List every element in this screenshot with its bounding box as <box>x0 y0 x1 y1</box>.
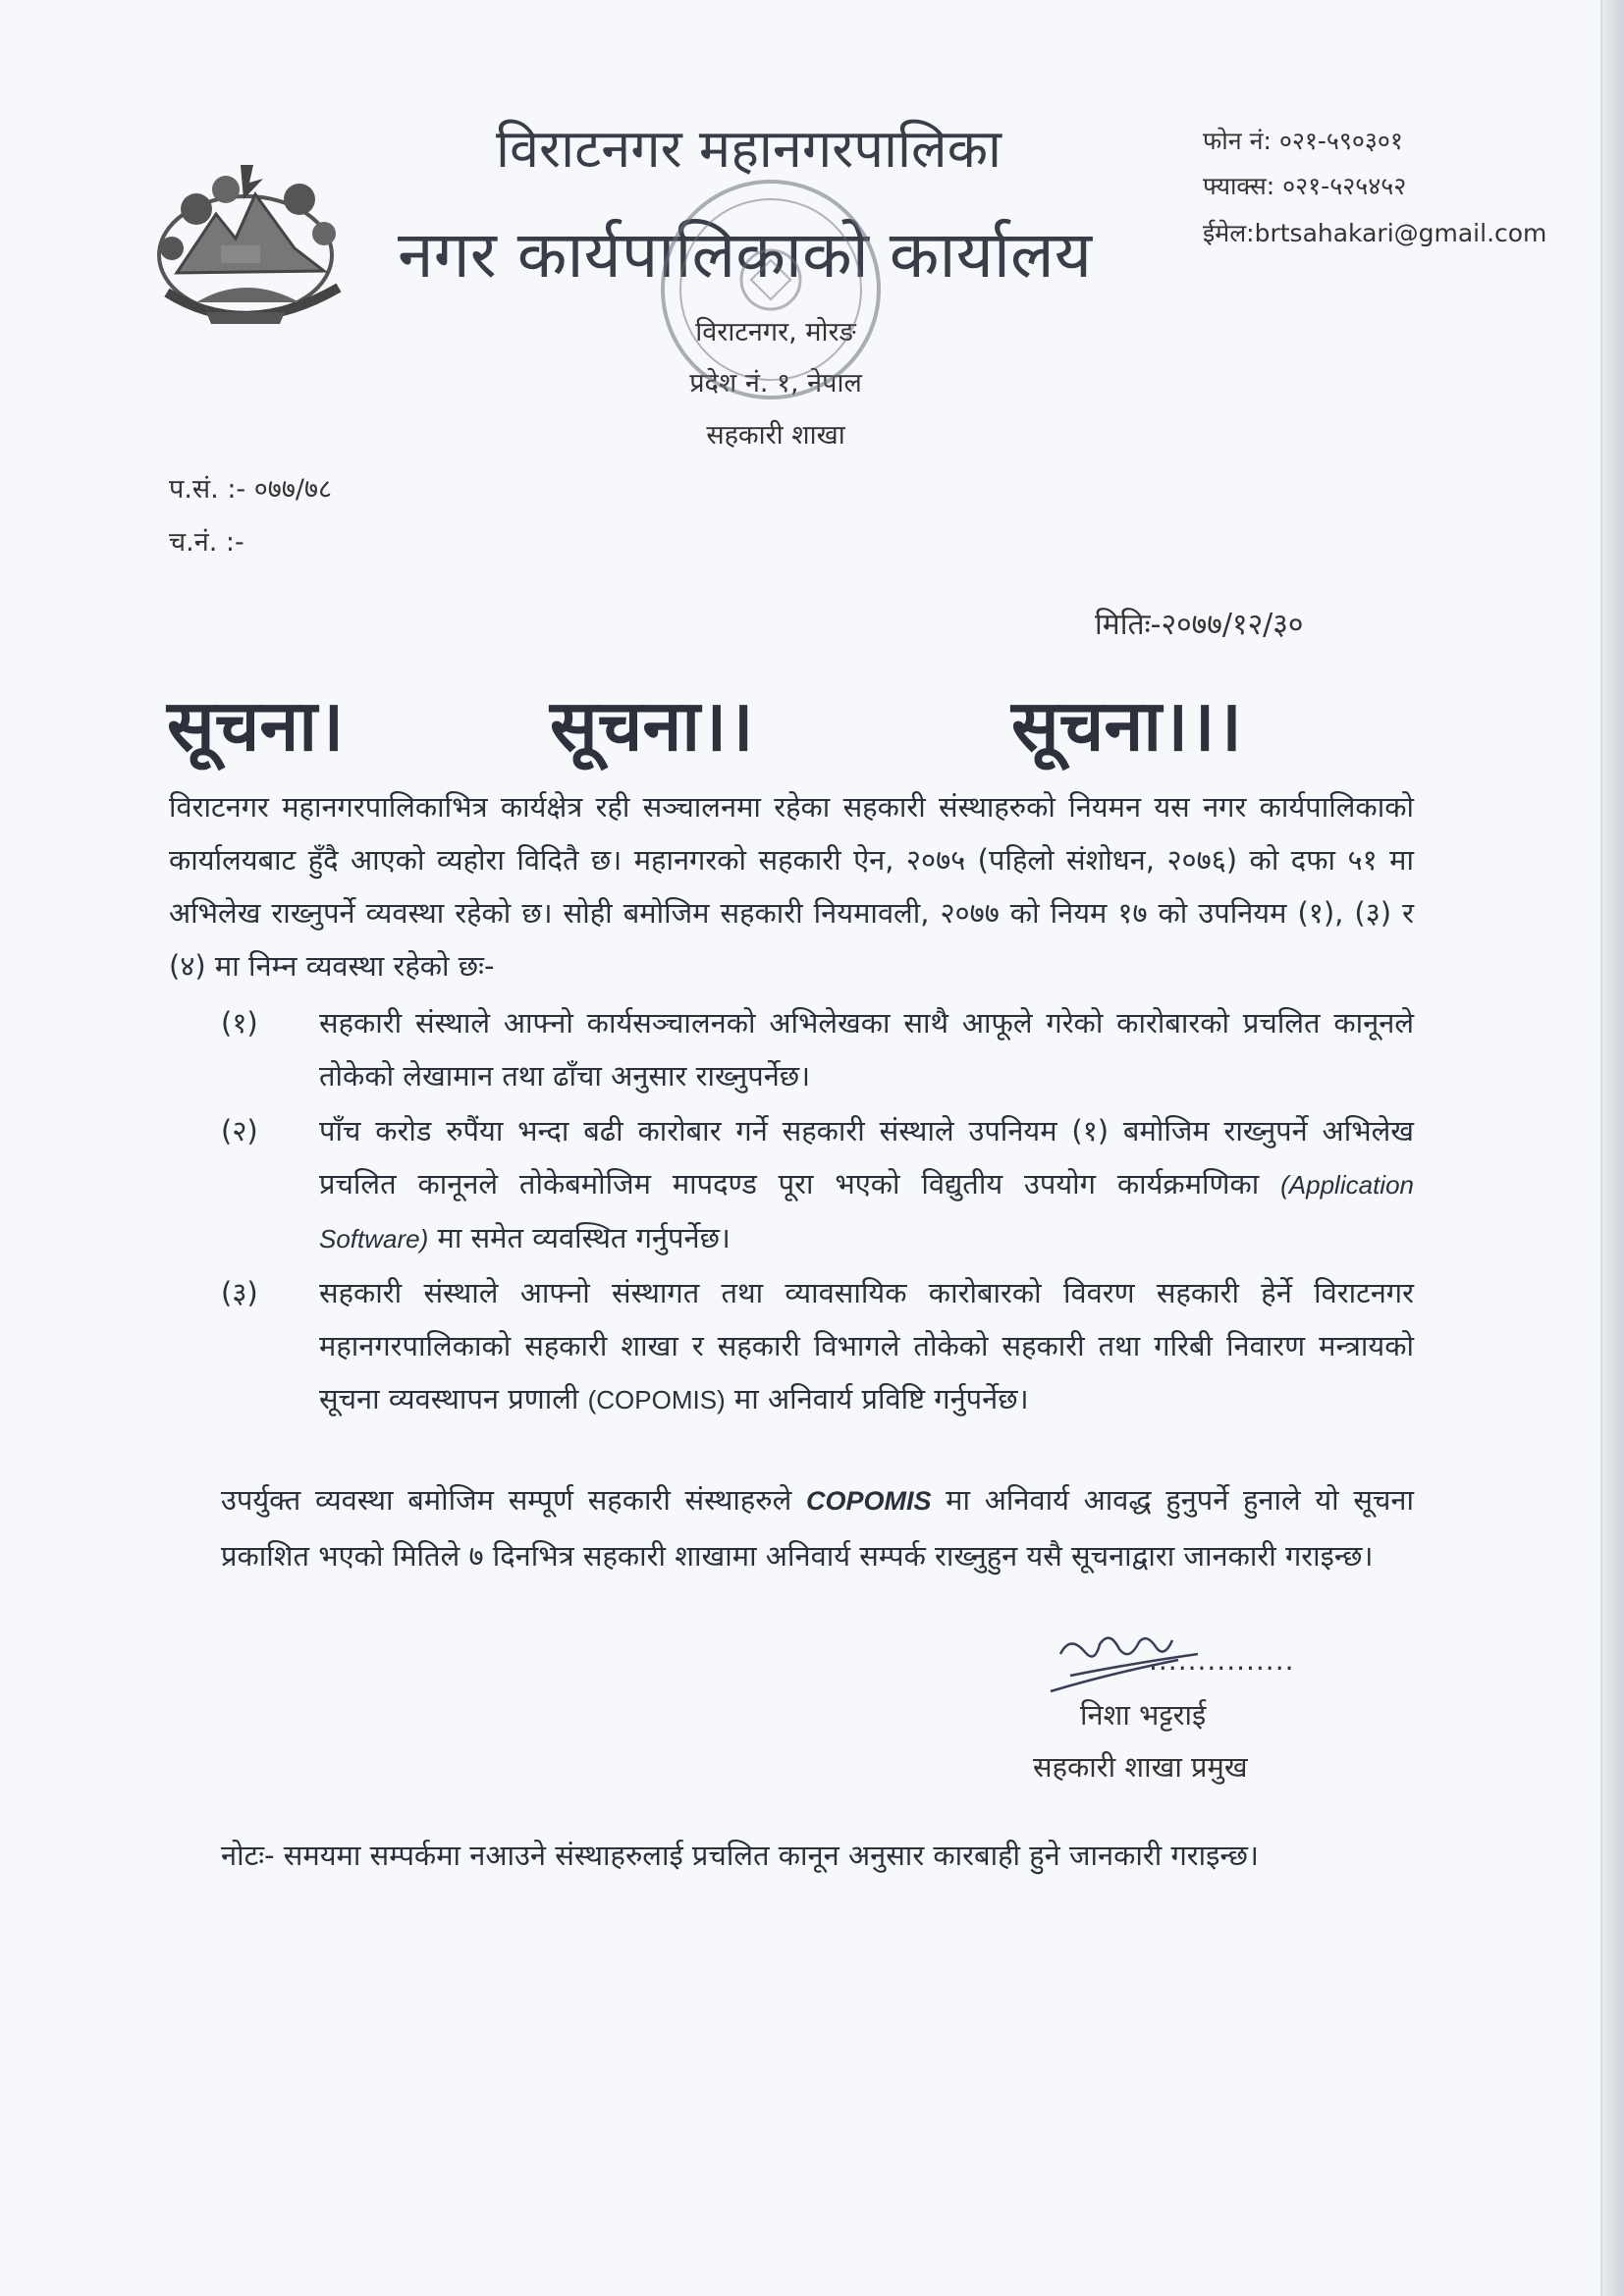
office-name: नगर कार्यपालिकाको कार्यालय <box>398 217 1092 293</box>
application-software-term: (Application Software) <box>319 1170 1414 1254</box>
list-item-number: (३) <box>221 1276 258 1309</box>
list-item-number: (२) <box>221 1114 258 1148</box>
signatory-name: निशा भट्टराई <box>1080 1698 1207 1732</box>
notice-heading-3: सूचना।।। <box>1011 684 1242 767</box>
letter-number: प.सं. :- ०७७/७८ <box>169 474 333 505</box>
copomis-term: (COPOMIS) <box>587 1385 726 1415</box>
list-item-text-part: सहकारी संस्थाले आफ्नो संस्थागत तथा व्यावसायिक कारोबारको विवरण सहकारी हेर्ने विराटनगर महानगरपालिकाको सहकारी शाखा र सहकारी विभागले तोकेको सहकारी तथा गरिबी निवारण मन्त्रायको सूचना व्यवस्थापन प्रणाली <box>319 1276 1414 1415</box>
phone-number: फोन नं: ०२१-५९०३०१ <box>1203 127 1403 155</box>
notice-heading-2: सूचना।। <box>550 684 754 767</box>
municipality-seal-icon <box>628 162 913 447</box>
signatory-title: सहकारी शाखा प्रमुख <box>1033 1750 1248 1784</box>
intro-paragraph: विराटनगर महानगरपालिकाभित्र कार्यक्षेत्र रही सञ्चालनमा रहेका सहकारी संस्थाहरुको नियमन यस नगर कार्यपालिकाको कार्यालयबाट हुँदै आएको व्यहोरा विदितै छ। महानगरको सहकारी ऐन, २०७५ (पहिलो संशोधन, २०७६) को दफा ५१ मा अभिलेख राख्नुपर्ने व्यवस्था रहेको छ। सोही बमोजिम सहकारी नियमावली, २०७७ को नियम १७ को उपनियम (१), (३) र (४) मा निम्न व्यवस्था रहेको छः- <box>169 790 1414 983</box>
signature-line: ............... <box>1149 1644 1295 1677</box>
dispatch-number: च.नं. :- <box>169 527 244 558</box>
list-item-text-part: मा अनिवार्य प्रविष्टि गर्नुपर्नेछ। <box>725 1382 1029 1415</box>
list-item-text-part: पाँच करोड रुपैंया भन्दा बढी कारोबार गर्ने सहकारी संस्थाले उपनियम (१) बमोजिम राख्नुपर्ने अभिलेख प्रचलित कानूनले तोकेबमोजिम मापदण्ड पूरा भएको विद्युतीय उपयोग कार्यक्रमणिका <box>319 1114 1414 1201</box>
fax-number: फ्याक्स: ०२१-५२५४५२ <box>1203 172 1407 200</box>
list-item-number: (१) <box>221 1006 258 1040</box>
address-line-1: विराटनगर, मोरङ <box>695 317 856 347</box>
section-name: सहकारी शाखा <box>706 420 845 451</box>
list-item-text <box>319 1266 1414 1426</box>
address-line-2: प्रदेश नं. १, नेपाल <box>689 368 862 399</box>
nepal-government-emblem-icon <box>137 155 363 342</box>
municipality-name: विराटनगर महानगरपालिका <box>496 118 1002 180</box>
closing-text-part: मा अनिवार्य आवद्ध हुनुपर्ने हुनाले यो सूचना प्रकाशित भएको मितिले ७ दिनभित्र सहकारी शाखामा अनिवार्य सम्पर्क राख्नुहुन यसै सूचनाद्वारा जानकारी गराइन्छ। <box>221 1483 1414 1573</box>
list-item-text <box>319 1104 1414 1265</box>
list-item-text: सहकारी संस्थाले आफ्नो कार्यसञ्चालनको अभिलेखका साथै आफूले गरेको कारोबारको प्रचलित कानूनले तोकेको लेखामान तथा ढाँचा अनुसार राख्नुपर्नेछ। <box>319 1006 1414 1093</box>
note-paragraph: नोटः- समयमा सम्पर्कमा नआउने संस्थाहरुलाई प्रचलित कानून अनुसार कारबाही हुने जानकारी गराइन्छ। <box>221 1839 1260 1872</box>
copomis-emphasis: COPOMIS <box>805 1486 932 1516</box>
notice-date: मितिः-२०७७/१२/३० <box>1095 608 1304 642</box>
notice-heading-1: सूचना। <box>167 684 345 767</box>
email-address: ईमेल:brtsahakari@gmail.com <box>1203 219 1547 247</box>
page-edge-line <box>1600 0 1602 2296</box>
page-edge <box>1602 0 1624 2296</box>
closing-paragraph <box>221 1472 1414 1583</box>
closing-text-part: उपर्युक्त व्यवस्था बमोजिम सम्पूर्ण सहकारी संस्थाहरुले <box>221 1483 806 1517</box>
list-item-text-part: मा समेत व्यवस्थित गर्नुपर्नेछ। <box>428 1221 731 1255</box>
